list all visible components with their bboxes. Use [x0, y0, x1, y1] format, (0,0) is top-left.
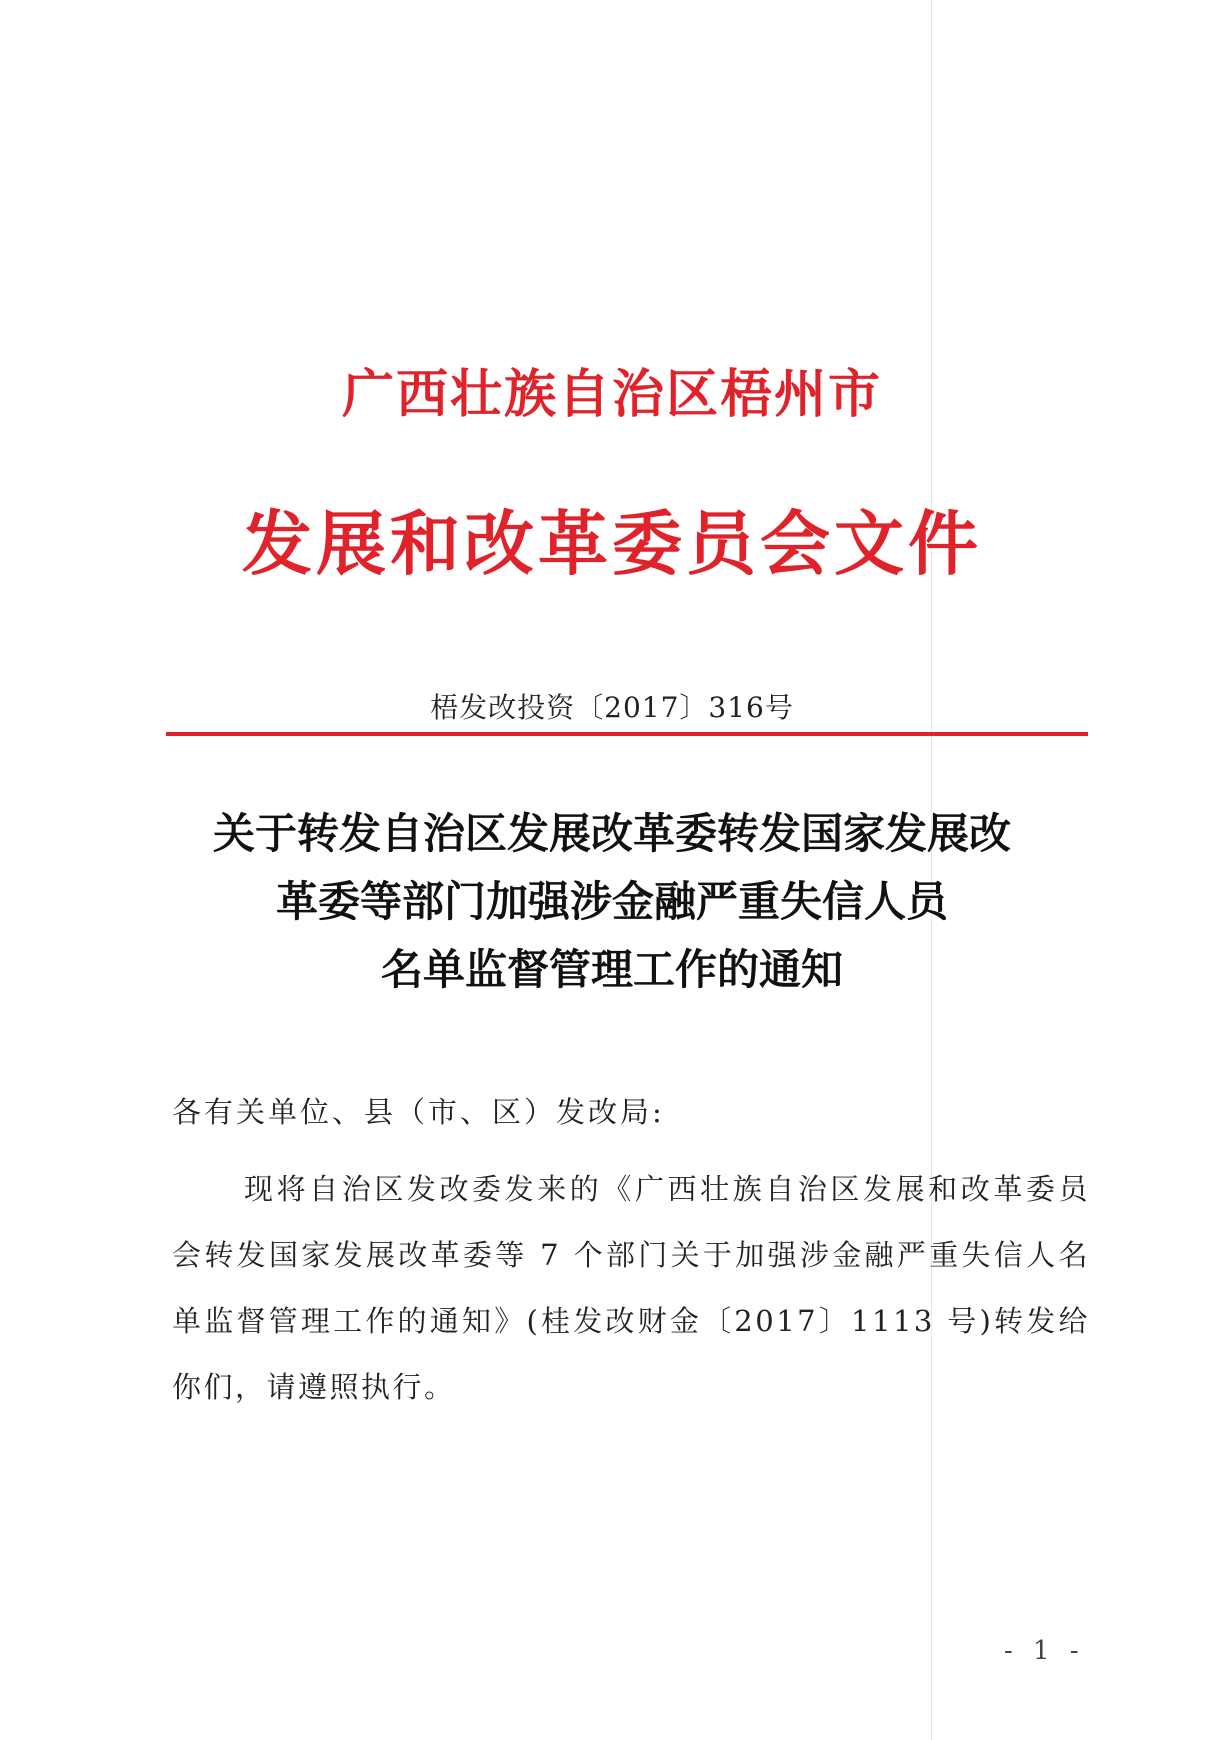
issuer-name-line2: 发展和改革委员会文件 — [242, 502, 982, 585]
title-line-1: 关于转发自治区发展改革委转发国家发展改 — [212, 809, 1011, 858]
issuer-name-line1: 广西壮族自治区梧州市 — [341, 364, 882, 425]
body-paragraph: 现将自治区发改委发来的《广西壮族自治区发展和改革委员会转发国家发展改革委等 7 个部门关于加强涉金融严重失信人名单监督管理工作的通知》(桂发改财金〔2017〕1113 号)转发给你们，请遵照执行。 — [172, 1172, 1090, 1404]
title-line-2: 革委等部门加强涉金融严重失信人员 — [275, 877, 948, 926]
document-title — [150, 800, 1074, 1004]
red-divider-line — [166, 732, 1088, 736]
page-number: - 1 - — [1004, 1636, 1085, 1666]
document-number: 梧发改投资〔2017〕316号 — [430, 691, 794, 724]
title-line-3: 名单监督管理工作的通知 — [380, 945, 843, 994]
salutation: 各有关单位、县（市、区）发改局: — [172, 1095, 665, 1129]
